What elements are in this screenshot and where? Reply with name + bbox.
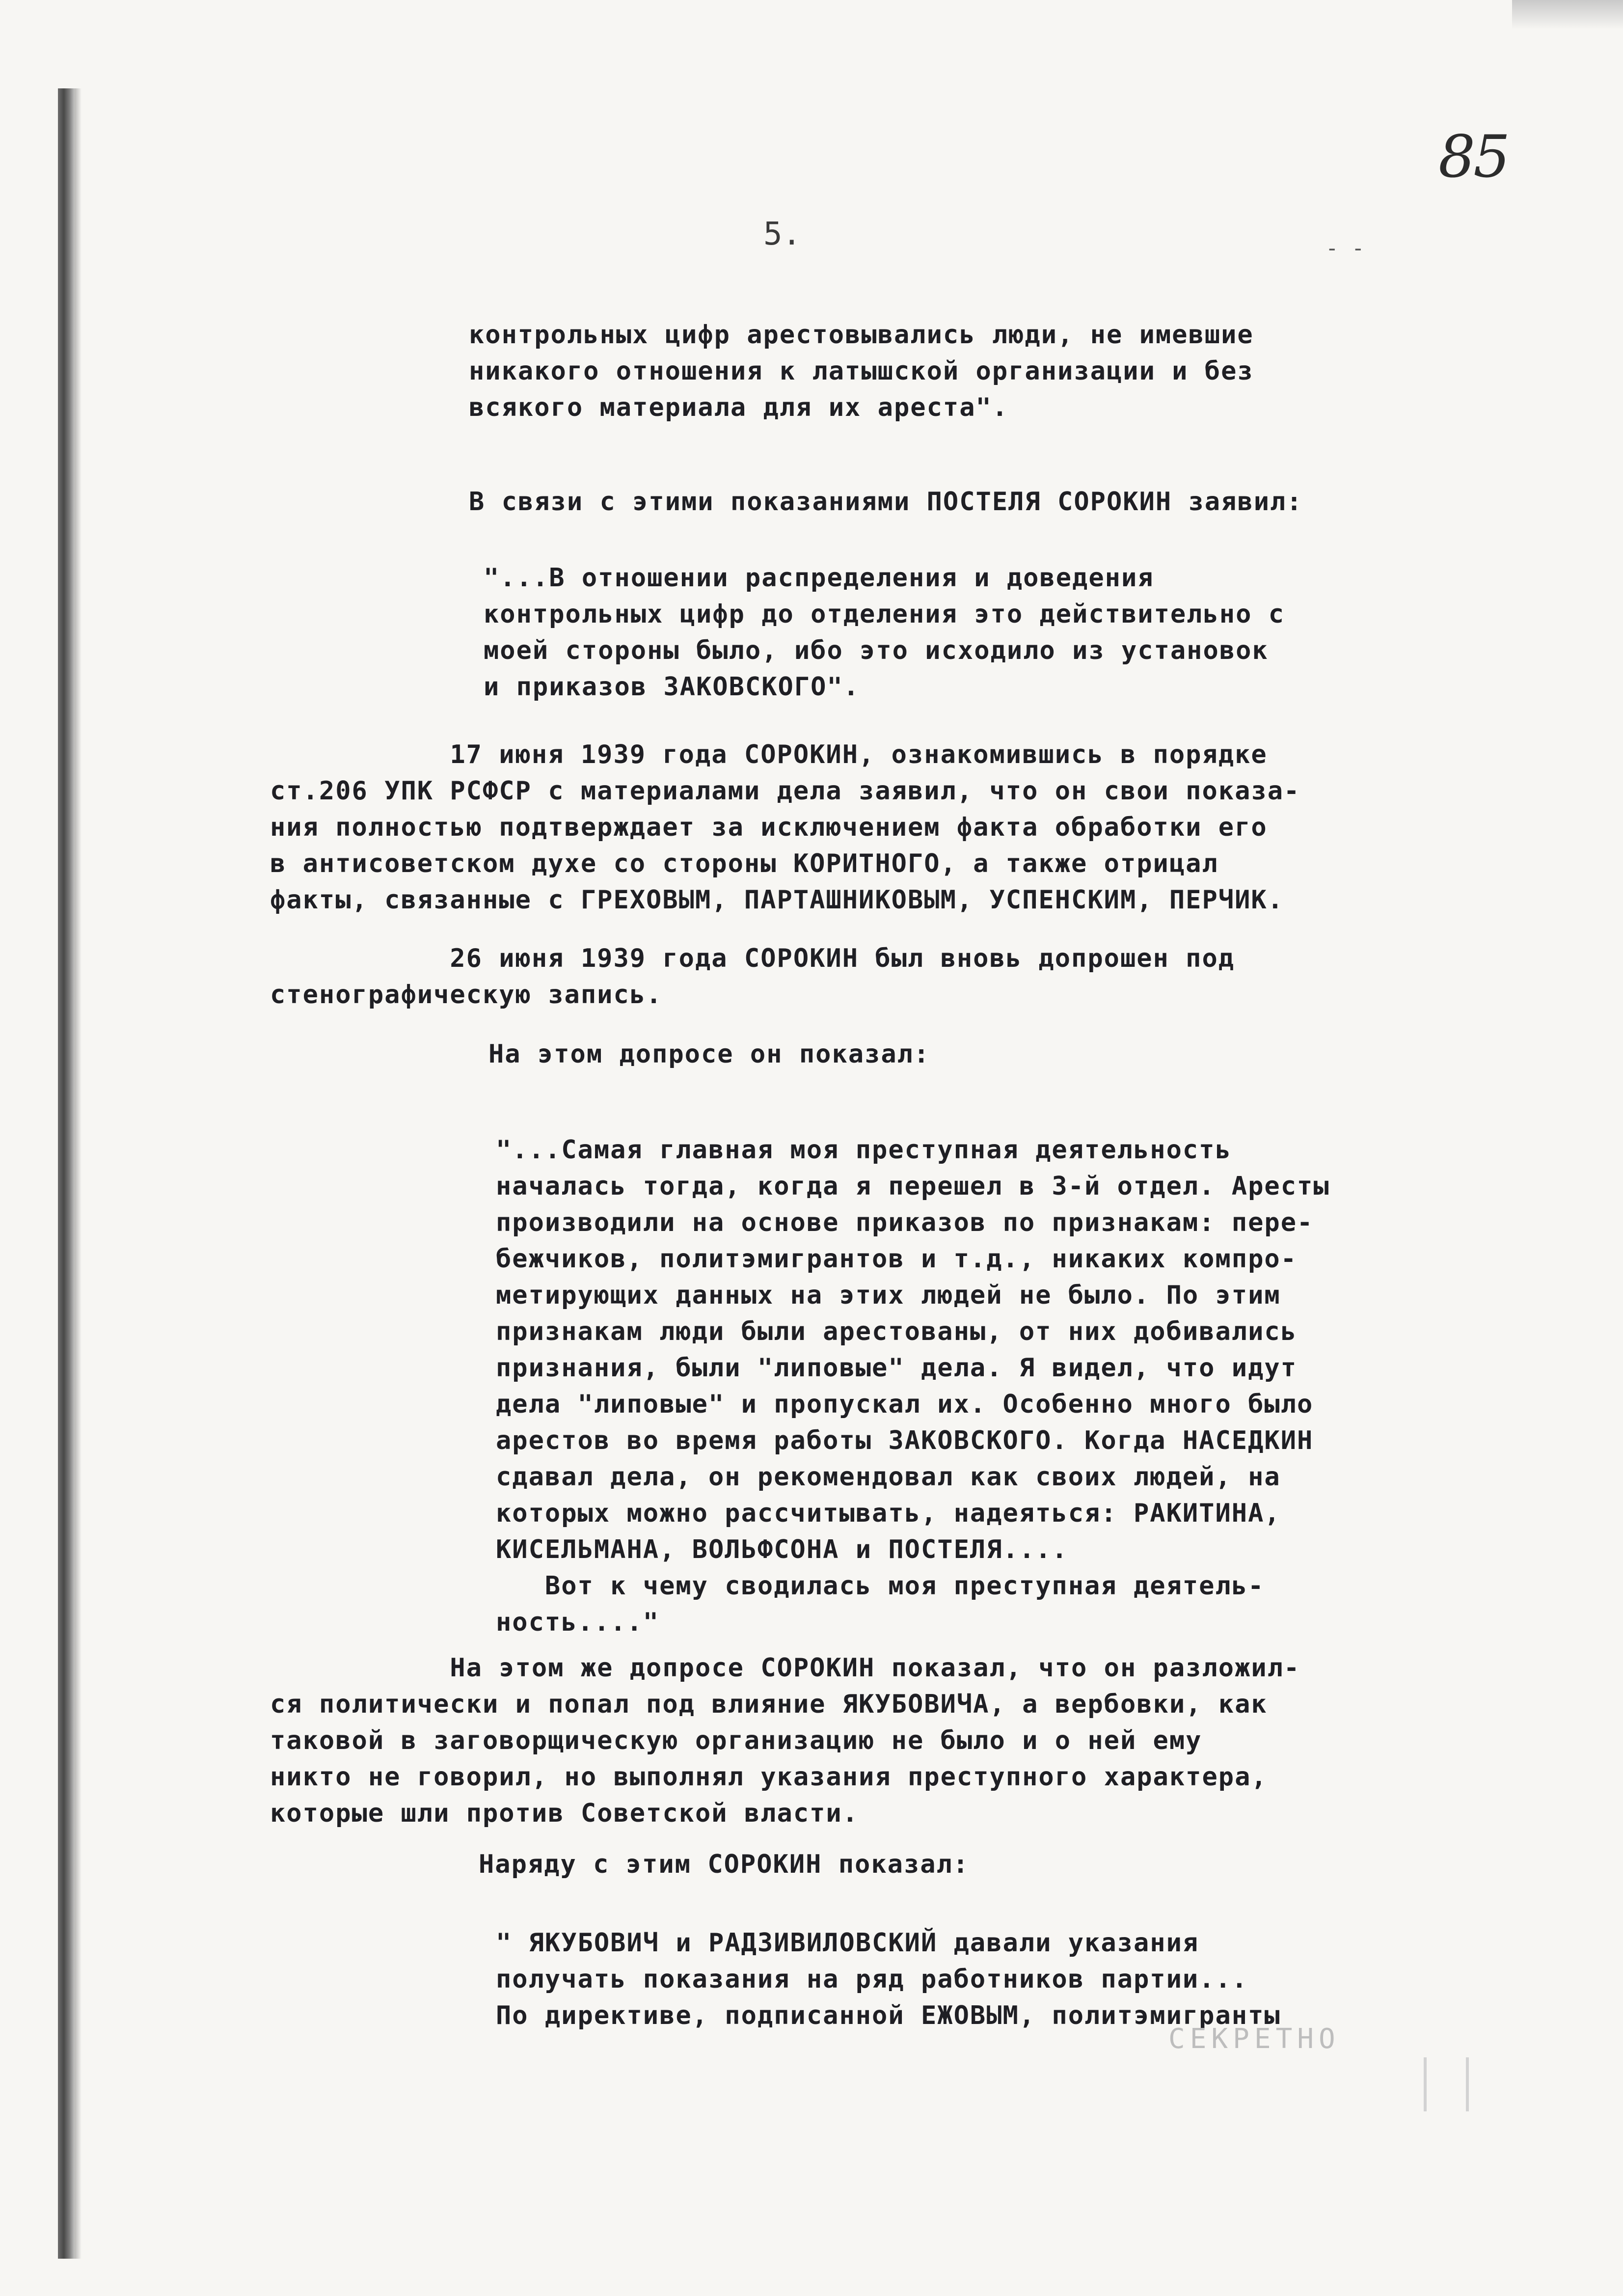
paragraph-interrogation-intro: На этом допросе он показал: <box>488 1039 930 1069</box>
paragraph-same-interrogation: На этом же допросе СОРОКИН показал, что он разложил- ся политически и попал под влияние ЯКУБОВИЧА, а вербовки, как таковой в заговорщическую организацию не было и о ней ему никто не говорил, но выполнял указания преступного характера, которые шли против Советской власти. <box>270 1653 1300 1828</box>
paragraph-june-17: 17 июня 1939 года СОРОКИН, ознакомившись в порядке ст.206 УПК РСФСР с материалами дела заявил, что он свои показа- ния полностью подтверждает за исключением факта обработки его в антисоветском духе со стороны КОРИТНОГО, а также отрицал факты, связанные с ГРЕХОВЫМ, ПАРТАШНИКОВЫМ, УСПЕНСКИМ, ПЕРЧИК. <box>270 740 1300 915</box>
page-number: 5. <box>763 216 802 252</box>
quote-sorokin-testimony: "...Самая главная моя преступная деятельность началась тогда, когда я перешел в 3-й отдел. Аресты производили на основе приказов по признакам: пере- бежчиков, политэмигрантов и т.д., никаких компро- метирующих данных на этих людей не было. По этим признакам люди были арестованы, от них добивались признания, были "липовые" дела. Я видел, что идут дела "липовые" и пропускал их. Особенно много было арестов во время работы ЗАКОВСКОГО. Когда НАСЕДКИН сдавал дела, он рекомендовал как своих людей, на которых можно рассчитывать, надеяться: РАКИТИНА, КИСЕЛЬМАНА, ВОЛЬФСОНА и ПОСТЕЛЯ.... Вот к чему сводилась моя преступная деятель- ность...." <box>496 1135 1330 1637</box>
paragraph-also-testified: Наряду с этим СОРОКИН показал: <box>479 1850 970 1879</box>
faint-stamp: СЕКРЕТНО <box>1168 2023 1340 2055</box>
paragraph-postel-statement: В связи с этими показаниями ПОСТЕЛЯ СОРОКИН заявил: <box>469 487 1303 517</box>
corner-mark: - - <box>1325 236 1365 261</box>
folio-number: 85 <box>1438 123 1509 191</box>
binding-shadow <box>75 88 81 2259</box>
quote-directive: " ЯКУБОВИЧ и РАДЗИВИЛОВСКИЙ давали указания получать показания на ряд работников партии... По директиве, подписанной ЕЖОВЫМ, политэмигранты <box>496 1928 1281 2030</box>
scan-artifact <box>1512 0 1623 29</box>
quote-postel: "...В отношении распределения и доведения контрольных цифр до отделения это действительно с моей стороны было, ибо это исходило из установок и приказов ЗАКОВСКОГО". <box>484 563 1285 702</box>
margin-mark <box>1424 2057 1469 2111</box>
paragraph-june-26: 26 июня 1939 года СОРОКИН был вновь допрошен под стенографическую запись. <box>270 944 1235 1010</box>
paragraph-quote-end: контрольных цифр арестовывались люди, не имевшие никакого отношения к латышской организации и без всякого материала для их ареста". <box>469 320 1254 422</box>
binding-edge <box>58 88 75 2259</box>
